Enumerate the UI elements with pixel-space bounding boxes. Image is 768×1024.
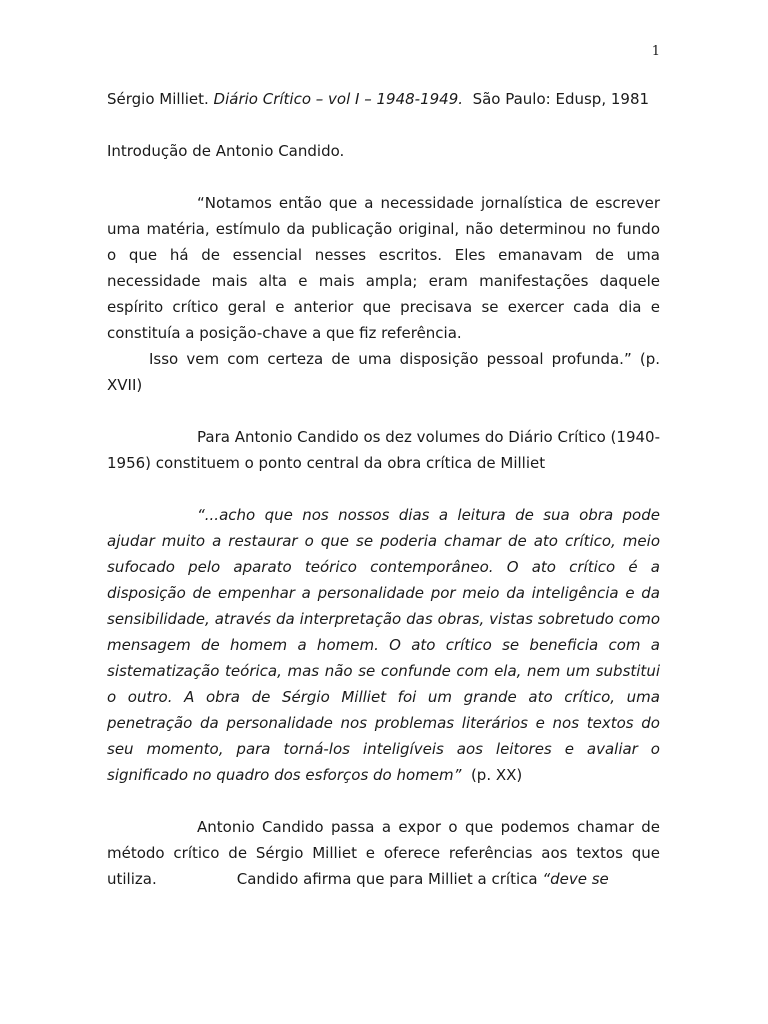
quote-paragraph-1-continuation: Isso vem com certeza de uma disposição pessoal profunda.” (p. XVII) (107, 350, 660, 394)
paragraph-metodo-critico (107, 814, 660, 892)
paragraph-diario-critico: Para Antonio Candido os dez volumes do Diário Crítico (1940-1956) constituem o ponto central da obra crítica de Milliet (107, 428, 660, 472)
quote-2-text: “...acho que nos nossos dias a leitura de sua obra pode ajudar muito a restaurar o que se poderia chamar de ato crítico, meio sufocado pelo aparato teórico contemporâneo. O ato crítico é a disposição de empenhar a personalidade por meio da inteligência e da sensibilidade, através da interpretação das obras, vistas sobretudo como mensagem de homem a homem. O ato crítico se beneficia com a sistematização teórica, mas não se confunde com ela, nem um substitui o outro. A obra de Sérgio Milliet foi um grande ato crítico, uma penetração da personalidade nos problemas literários e nos textos do seu momento, para torná-los inteligíveis aos leitores e avaliar o significado no quadro dos esforços do homem” (107, 506, 660, 784)
introduction-heading: Introdução de Antonio Candido. (107, 142, 345, 160)
paragraph-3-italic: “deve se (542, 870, 609, 888)
reference-title: Diário Crítico – vol I – 1948-1949. (213, 90, 464, 108)
reference-publisher: São Paulo: Edusp, 1981 (463, 90, 650, 108)
bibliographic-reference (107, 86, 660, 112)
document-body (107, 86, 660, 892)
paragraph-3-continuation: Candido afirma que para Milliet a crítica (236, 870, 543, 888)
reference-author: Sérgio Milliet. (107, 90, 214, 108)
page-number: 1 (651, 44, 660, 59)
quote-2-reference: (p. XX) (461, 766, 523, 784)
quote-paragraph-1: “Notamos então que a necessidade jornalística de escrever uma matéria, estímulo da publicação original, não determinou no fundo o que há de essencial nesses escritos. Eles emanavam de uma necessidade mais alta e mais ampla; eram manifestações daquele espírito crítico geral e anterior que precisava se exercer cada dia e constituía a posição-chave a que fiz referência. (107, 194, 660, 342)
quote-paragraph-2 (107, 502, 660, 788)
paragraph-3-text: Antonio Candido passa a expor o que podemos chamar de método crítico de Sérgio Milliet e oferece referências aos textos que utiliza. (107, 818, 660, 888)
